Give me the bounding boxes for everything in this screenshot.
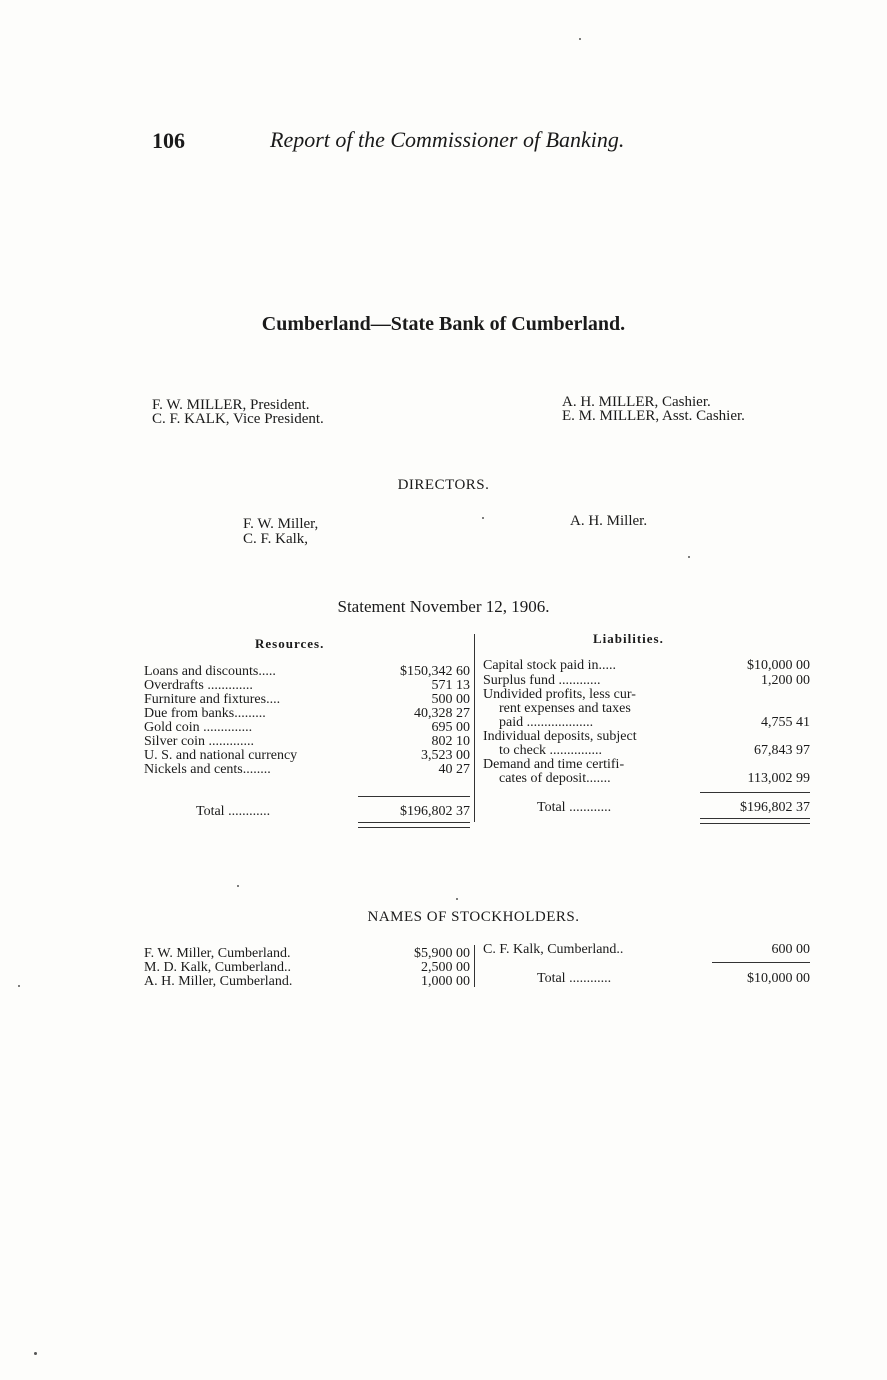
scan-speck [237, 885, 239, 887]
resource-amount: 695 00 [431, 720, 470, 735]
liability-label: Individual deposits, subject [483, 729, 637, 744]
resources-heading: Resources. [255, 636, 325, 651]
resources-total-row [196, 805, 470, 819]
column-divider [474, 634, 475, 822]
table-row [144, 665, 470, 679]
resource-amount: 500 00 [431, 692, 470, 707]
table-row [144, 975, 470, 989]
resource-amount: 40 27 [438, 762, 470, 777]
liabilities-sum-rule [700, 792, 810, 793]
directors-heading: DIRECTORS. [397, 477, 490, 493]
scan-speck [456, 898, 458, 900]
officer-cashier: A. H. MILLER, Cashier. [562, 394, 711, 410]
table-row [144, 961, 470, 975]
scan-speck [34, 1352, 37, 1355]
table-row [483, 674, 810, 688]
stockholders-heading: NAMES OF STOCKHOLDERS. [367, 909, 580, 925]
stockholder-amount: $5,900 00 [414, 946, 470, 961]
resource-label: Nickels and cents........ [144, 762, 271, 777]
stockholder-amount: 1,000 00 [421, 974, 470, 989]
stockholders-sum-rule [712, 962, 810, 963]
resource-amount: $150,342 60 [400, 664, 470, 679]
page-number: 106 [152, 128, 185, 153]
stockholder-amount: 2,500 00 [421, 960, 470, 975]
table-row [483, 702, 810, 716]
officer-asst-cashier: E. M. MILLER, Asst. Cashier. [562, 408, 745, 424]
resources-total-amount: $196,802 37 [400, 804, 470, 819]
table-row [144, 749, 470, 763]
scan-speck [688, 556, 690, 558]
liability-amount: $10,000 00 [747, 658, 810, 673]
liabilities-double-rule [700, 818, 810, 824]
officer-vice-president: C. F. KALK, Vice President. [152, 411, 324, 427]
resources-sum-rule [358, 796, 470, 797]
liability-label: Undivided profits, less cur- [483, 687, 636, 702]
stockholders-total-label: Total ............ [537, 971, 612, 986]
table-row [144, 721, 470, 735]
liability-label: Surplus fund ............ [483, 673, 601, 688]
table-row [144, 735, 470, 749]
director-item: A. H. Miller. [570, 513, 648, 529]
stockholder-name: C. F. Kalk, Cumberland.. [483, 942, 624, 957]
resource-label: Overdrafts ............. [144, 678, 253, 693]
liability-label: paid ................... [499, 715, 594, 730]
officer-president: F. W. MILLER, President. [152, 397, 310, 413]
table-row [483, 744, 810, 758]
director-item: C. F. Kalk, [243, 531, 309, 547]
table-row [483, 730, 810, 744]
bank-title: Cumberland—State Bank of Cumberland. [261, 313, 626, 335]
resources-total-label: Total ............ [196, 804, 271, 819]
table-row [483, 659, 810, 673]
liabilities-total-label: Total ............ [537, 800, 612, 815]
stockholders-total-row [537, 972, 810, 986]
resource-amount: 3,523 00 [421, 748, 470, 763]
stockholders-total-amount: $10,000 00 [747, 971, 810, 986]
director-item: F. W. Miller, [243, 516, 319, 532]
table-row [144, 679, 470, 693]
stockholder-name: F. W. Miller, Cumberland. [144, 946, 291, 961]
stockholder-amount: 600 00 [771, 942, 810, 957]
liabilities-heading: Liabilities. [593, 631, 664, 646]
table-row [144, 947, 470, 961]
resource-amount: 40,328 27 [414, 706, 470, 721]
resources-double-rule [358, 822, 470, 828]
table-row [144, 693, 470, 707]
table-row [144, 707, 470, 721]
liability-amount: 67,843 97 [754, 743, 810, 758]
table-row [144, 763, 470, 777]
liability-label: cates of deposit....... [499, 771, 611, 786]
resource-label: Furniture and fixtures.... [144, 692, 281, 707]
scan-speck [18, 985, 20, 987]
resource-label: Due from banks......... [144, 706, 266, 721]
resource-label: Gold coin .............. [144, 720, 253, 735]
stockholders-divider [474, 945, 475, 987]
scan-speck [579, 38, 581, 40]
liability-label: to check ............... [499, 743, 603, 758]
liability-amount: 113,002 99 [747, 771, 810, 786]
resource-label: U. S. and national currency [144, 748, 298, 763]
liability-label: rent expenses and taxes [499, 701, 631, 716]
table-row [483, 716, 810, 730]
table-row [483, 772, 810, 786]
liabilities-total-row [537, 801, 810, 815]
resource-label: Silver coin ............. [144, 734, 255, 749]
stockholder-name: M. D. Kalk, Cumberland.. [144, 960, 291, 975]
liability-label: Demand and time certifi- [483, 757, 625, 772]
resource-amount: 571 13 [431, 678, 470, 693]
table-row [483, 758, 810, 772]
liabilities-total-amount: $196,802 37 [740, 800, 810, 815]
liability-label: Capital stock paid in..... [483, 658, 616, 673]
resource-amount: 802 10 [431, 734, 470, 749]
liability-amount: 1,200 00 [761, 673, 810, 688]
statement-heading: Statement November 12, 1906. [337, 597, 550, 616]
table-row [483, 943, 810, 957]
stockholder-name: A. H. Miller, Cumberland. [144, 974, 293, 989]
scan-speck [482, 517, 484, 519]
running-title: Report of the Commissioner of Banking. [270, 127, 625, 152]
resource-label: Loans and discounts..... [144, 664, 276, 679]
liability-amount: 4,755 41 [761, 715, 810, 730]
table-row [483, 688, 810, 702]
